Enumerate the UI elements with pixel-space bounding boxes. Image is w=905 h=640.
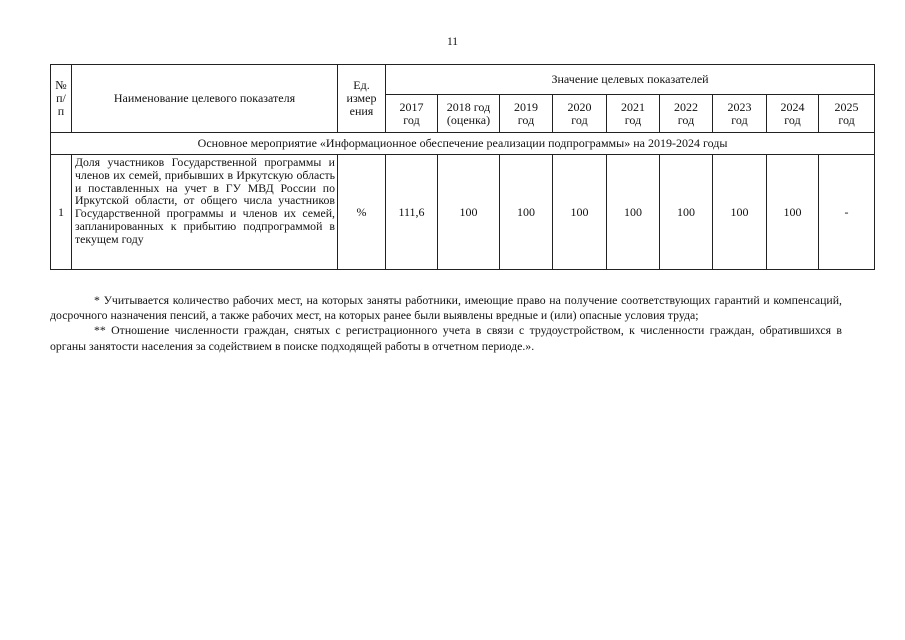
row-unit: % — [338, 155, 386, 270]
target-indicators-table — [50, 64, 874, 270]
footnote-1: * Учитывается количество рабочих мест, на которых заняты работники, имеющие право на получение соответствующих гарантий и компенсаций, досрочного назначения пенсий, а также рабочих мест, на которых ранее были выявлены вредные и (или) опасные условия труда; — [50, 293, 842, 323]
row-value-2024: 100 — [767, 155, 819, 270]
header-row-top — [51, 65, 875, 95]
header-year: 2019 год — [500, 95, 553, 133]
header-unit: Ед. измер ения — [338, 65, 386, 133]
row-value-2018: 100 — [438, 155, 500, 270]
indicators-table — [50, 64, 875, 270]
page-number: 11 — [446, 36, 459, 48]
footnote-2: ** Отношение численности граждан, снятых с регистрационного учета в связи с трудоустройством, к численности граждан, обратившихся в органы занятости населения за содействием в поиске подходящей работы в отчетном периоде.». — [50, 323, 842, 353]
header-year: 2017 год — [386, 95, 438, 133]
header-values-group: Значение целевых показателей — [386, 65, 875, 95]
section-row — [51, 133, 875, 155]
row-value-2021: 100 — [607, 155, 660, 270]
header-year: 2018 год (оценка) — [438, 95, 500, 133]
header-year: 2022 год — [660, 95, 713, 133]
header-year: 2025 год — [819, 95, 875, 133]
row-value-2017: 111,6 — [386, 155, 438, 270]
row-value-2022: 100 — [660, 155, 713, 270]
header-year: 2024 год — [767, 95, 819, 133]
section-title: Основное мероприятие «Информационное обеспечение реализации подпрограммы» на 2019-2024 годы — [51, 133, 875, 155]
row-indicator-name: Доля участников Государственной программы и членов их семей, прибывших в Иркутскую область и поставленных на учет в ГУ МВД России по Иркутской области, от общего числа участников Государственной программы и членов их семей, запланированных к прибытию подпрограммой в текущем году — [72, 155, 338, 270]
table-row — [51, 155, 875, 270]
header-num: № п/п — [51, 65, 72, 133]
header-year: 2023 год — [713, 95, 767, 133]
row-value-2025: - — [819, 155, 875, 270]
row-num: 1 — [51, 155, 72, 270]
header-name: Наименование целевого показателя — [72, 65, 338, 133]
row-value-2019: 100 — [500, 155, 553, 270]
header-year: 2021 год — [607, 95, 660, 133]
footnotes — [50, 293, 842, 354]
row-value-2020: 100 — [553, 155, 607, 270]
header-year: 2020 год — [553, 95, 607, 133]
row-value-2023: 100 — [713, 155, 767, 270]
